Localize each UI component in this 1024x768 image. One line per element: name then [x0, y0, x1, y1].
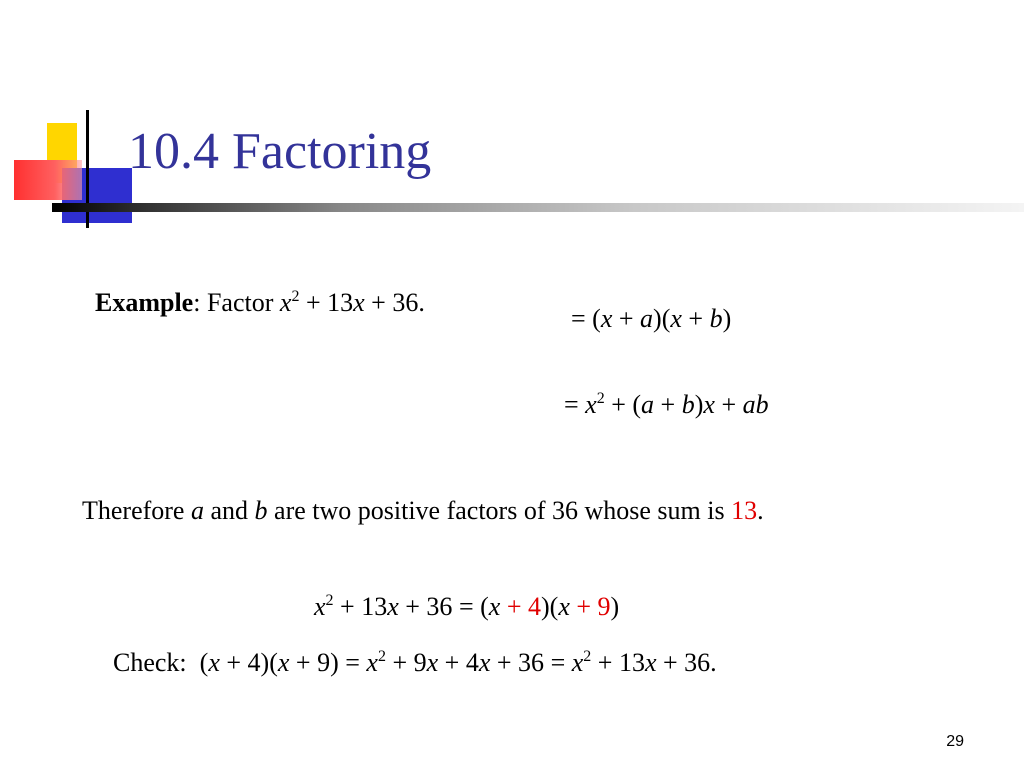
- check-line: Check: $(x + 4)(x + 9) = x^2 + 9x + 4x + 36 = x^2 + 13x + 36$.: [113, 648, 717, 677]
- example-statement: Example: Factor $x^2 + 13x + 36$.: [95, 288, 425, 317]
- page-number: 29: [946, 733, 964, 750]
- therefore-statement: Therefore a and b are two positive factors of 36 whose sum is 13.: [82, 496, 764, 525]
- factor-9-highlight: + 9: [569, 592, 611, 621]
- factor-4-highlight: + 4: [500, 592, 541, 621]
- title-underline: [52, 203, 1024, 212]
- decor-red-square: [14, 160, 82, 200]
- check-label: Check:: [113, 648, 187, 677]
- sum-highlight: 13: [731, 496, 758, 525]
- slide-title: 10.4 Factoring: [128, 123, 432, 180]
- step-2-equation: = $x^2 + (a + b)x$ + ab: [564, 390, 769, 419]
- factored-result: $x^2 + 13x + 36 = (x + 4)(x + 9)$: [314, 592, 620, 621]
- step-1-equation: = (x + a)(x + b): [571, 304, 732, 333]
